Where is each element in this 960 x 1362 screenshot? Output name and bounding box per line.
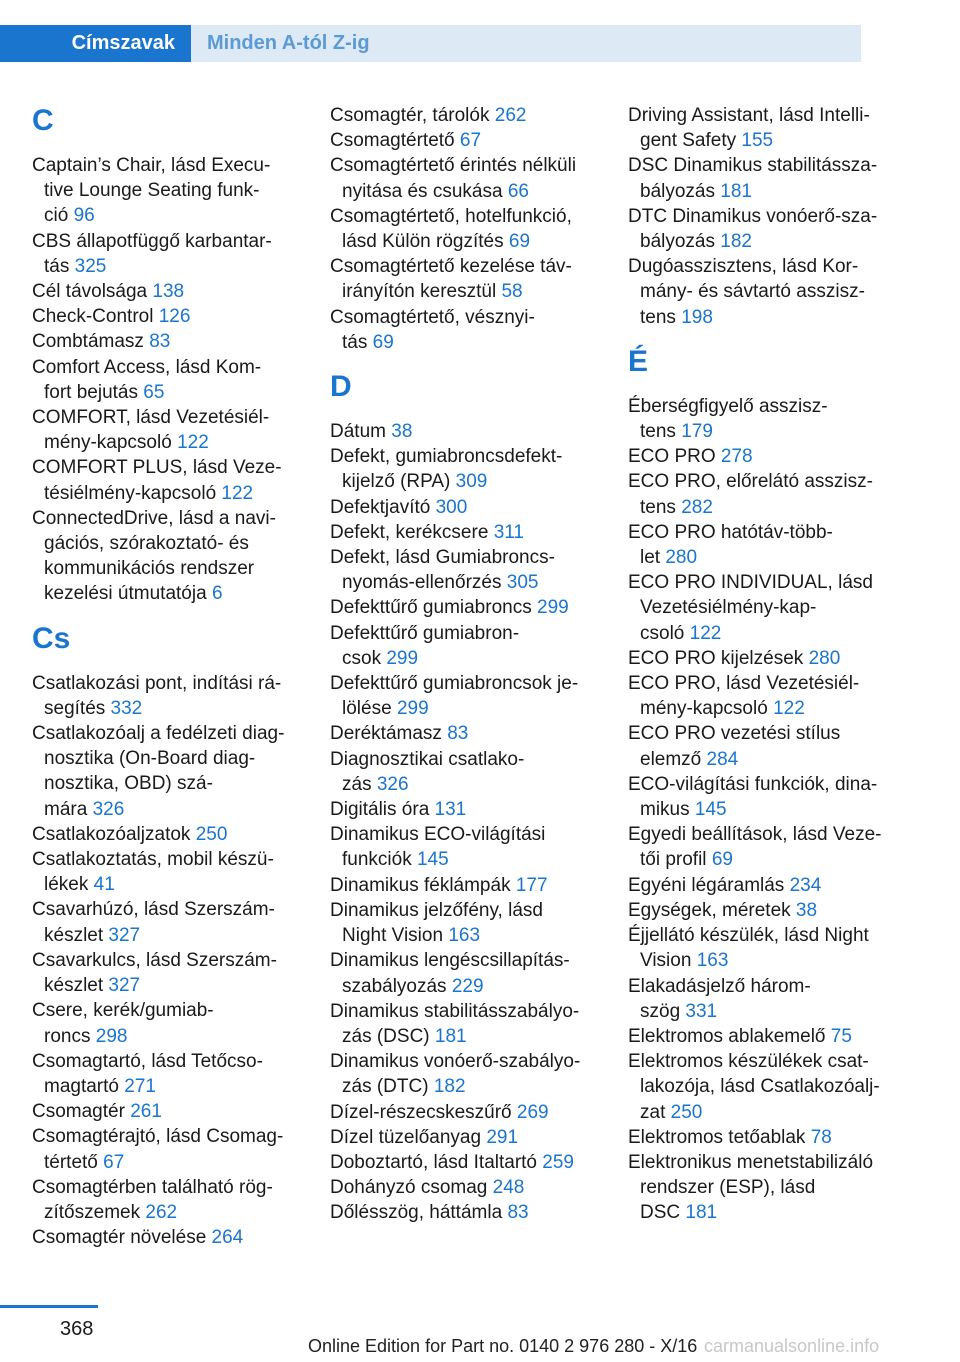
entry-text: Night Vision [342, 925, 444, 947]
entry-text: csok [342, 647, 382, 669]
index-entry [628, 469, 898, 519]
entry-text: Dinamikus ECO-világítási [330, 824, 546, 846]
watermark-text: carmanualsonline.info [704, 1336, 880, 1356]
entry-text: funkciók [342, 849, 412, 871]
index-entry [330, 1200, 600, 1225]
entry-text: Csatlakozóaljzatok [32, 823, 191, 845]
entry-text: COMFORT, lásd Vezetésiél- [32, 407, 270, 429]
entry-text: Csatlakoztatás, mobil készü- [32, 849, 274, 871]
entry-text: Dátum [330, 421, 386, 443]
page-link[interactable]: 122 [177, 432, 209, 454]
index-entry [330, 1150, 600, 1175]
entry-text: Csomagtérajtó, lásd Csomag- [32, 1126, 284, 1148]
index-entry [628, 103, 898, 153]
entry-text: Csatlakozóalj a fedélzeti diag- [32, 723, 285, 745]
page-link[interactable]: 309 [455, 471, 488, 493]
page-link[interactable]: 332 [110, 697, 143, 719]
entry-text: lásd Külön rögzítés [342, 231, 504, 253]
page-link[interactable]: 83 [149, 331, 171, 353]
page-link[interactable]: 300 [435, 496, 468, 518]
index-entry [330, 898, 600, 948]
entry-text: zat [640, 1101, 666, 1123]
footer-rule [0, 1305, 98, 1308]
page-number: 368 [60, 1318, 94, 1340]
entry-text: Defekt, kerékcsere [330, 521, 489, 543]
entry-text: nyitása és csukása [342, 180, 503, 202]
entry-text: szög [640, 1000, 681, 1022]
entry-text: nosztika (On-Board diag- [44, 748, 256, 770]
page-link[interactable]: 250 [670, 1101, 703, 1123]
entry-text: segítés [44, 697, 106, 719]
index-entry [32, 897, 302, 947]
page-link[interactable]: 182 [720, 231, 752, 253]
entry-text: Csomagtértető, vésznyi- [330, 306, 535, 328]
page-link[interactable]: 58 [501, 281, 523, 303]
section-heading: Cs [32, 621, 71, 655]
index-entry [330, 520, 600, 545]
entry-text: zás (DTC) [342, 1076, 429, 1098]
entry-text: Egyedi beállítások, lásd Veze- [628, 824, 882, 846]
entry-text: tás [44, 255, 70, 277]
entry-text: Dinamikus féklámpák [330, 874, 511, 896]
page-link[interactable]: 299 [396, 698, 429, 720]
index-column-2 [330, 103, 600, 1226]
page-link[interactable]: 38 [391, 421, 413, 443]
index-entry [628, 204, 898, 254]
entry-text: ció [44, 205, 69, 227]
entry-text: Dinamikus jelzőfény, lásd [330, 899, 543, 921]
entry-text: Éberségfigyelő asszisz- [628, 395, 828, 417]
page-link[interactable]: 155 [741, 130, 774, 152]
index-entry [330, 721, 600, 746]
index-entry [628, 1125, 898, 1150]
entry-text: zás (DSC) [342, 1025, 430, 1047]
index-entry [330, 495, 600, 520]
entry-text: Vision [640, 950, 692, 972]
index-entry [330, 153, 600, 203]
entry-text: Dőlésszög, háttámla [330, 1202, 503, 1224]
index-entry [330, 305, 600, 355]
page-link[interactable]: 96 [73, 205, 95, 227]
index-entry [628, 646, 898, 671]
entry-text: zítőszemek [44, 1201, 141, 1223]
entry-text: tens [640, 421, 676, 443]
entry-text: ECO PRO [628, 446, 716, 468]
page-link[interactable]: 234 [789, 874, 822, 896]
page-link[interactable]: 138 [152, 281, 185, 303]
index-entry [330, 103, 600, 128]
entry-text: Dinamikus lengéscsillapítás- [330, 950, 570, 972]
page-link[interactable]: 177 [515, 874, 548, 896]
page-link[interactable]: 122 [773, 698, 805, 720]
entry-text: Egyéni légáramlás [628, 874, 785, 896]
page-link[interactable]: 6 [211, 583, 223, 605]
entry-text: Éjjellátó készülék, lásd Night [628, 925, 869, 947]
entry-text: ECO PRO hatótáv-több- [628, 521, 833, 543]
entry-text: Deréktámasz [330, 723, 442, 745]
entry-text: Csomagtérben található rög- [32, 1176, 273, 1198]
entry-text: bályozás [640, 231, 715, 253]
entry-text: Elektromos tetőablak [628, 1126, 806, 1148]
index-entry [330, 1049, 600, 1099]
page-link[interactable]: 326 [92, 798, 125, 820]
page-link[interactable]: 75 [830, 1025, 852, 1047]
index-entry [32, 671, 302, 721]
entry-text: Csatlakozási pont, indítási rá- [32, 672, 282, 694]
index-entry [330, 444, 600, 494]
page-link[interactable]: 229 [451, 975, 484, 997]
entry-text: Csavarhúzó, lásd Szerszám- [32, 899, 275, 921]
page-link[interactable]: 262 [145, 1201, 178, 1223]
entry-text: DSC Dinamikus stabilitássza- [628, 155, 878, 177]
entry-text: lakozója, lásd Csatlakozóalj- [640, 1076, 880, 1098]
entry-text: Captain’s Chair, lásd Execu- [32, 155, 271, 176]
index-entry [330, 1175, 600, 1200]
page-link[interactable]: 284 [706, 748, 739, 770]
entry-text: Defekttűrő gumiabroncs [330, 597, 532, 619]
entry-text: Defekt, gumiabroncsdefekt- [330, 446, 563, 468]
entry-text: ECO PRO, lásd Vezetésiél- [628, 673, 860, 695]
index-entry [32, 329, 302, 354]
entry-text: Defektjavító [330, 496, 431, 518]
entry-text: Csomagtér, tárolók [330, 105, 490, 126]
page-link[interactable]: 262 [494, 105, 527, 126]
entry-text: ECO-világítási funkciók, dina- [628, 773, 878, 795]
page-link[interactable]: 278 [720, 446, 753, 468]
page-link[interactable]: 261 [130, 1101, 162, 1123]
page-link[interactable]: 41 [93, 874, 115, 896]
entry-text: Csomagtartó, lásd Tetőcso- [32, 1050, 263, 1072]
index-entry [628, 822, 898, 872]
index-entry [330, 671, 600, 721]
header-tabs [0, 25, 861, 62]
entry-text: zás [342, 773, 372, 795]
entry-text: roncs [44, 1025, 91, 1047]
entry-text: Combtámasz [32, 331, 144, 353]
entry-text: mára [44, 798, 88, 820]
entry-text: ECO PRO INDIVIDUAL, lásd [628, 572, 873, 594]
index-entry [330, 948, 600, 998]
index-column-3 [628, 103, 898, 1226]
index-entry [32, 1049, 302, 1099]
page-link[interactable]: 83 [507, 1202, 529, 1224]
page-link[interactable]: 298 [95, 1025, 128, 1047]
index-entry [330, 747, 600, 797]
entry-text: Dohányzó csomag [330, 1177, 488, 1199]
index-entry [628, 1150, 898, 1226]
index-entry [32, 1124, 302, 1174]
entry-text: let [640, 547, 661, 569]
entry-text: Csomagtér növelése [32, 1227, 207, 1249]
entry-text: lékek [44, 874, 89, 896]
index-entry [32, 405, 302, 455]
entry-text: Check-Control [32, 306, 154, 328]
page-link[interactable]: 131 [434, 799, 467, 821]
index-entry [330, 999, 600, 1049]
entry-text: tértető [44, 1151, 98, 1173]
page-link[interactable]: 299 [386, 647, 419, 669]
entry-text: Csomagtértető kezelése táv- [330, 256, 572, 278]
page-link[interactable]: 83 [447, 723, 469, 745]
entry-text: Dinamikus vonóerő-szabályo- [330, 1051, 581, 1073]
index-entry [628, 1049, 898, 1125]
entry-text: magtartó [44, 1075, 119, 1097]
page-link[interactable]: 78 [810, 1126, 832, 1148]
index-entry [628, 153, 898, 203]
index-entry [628, 873, 898, 898]
index-entry [32, 847, 302, 897]
page-link[interactable]: 250 [195, 823, 228, 845]
index-entry [628, 671, 898, 721]
entry-text: tás [342, 331, 368, 353]
edition-note: Online Edition for Part no. 0140 2 976 280 - X/16 [308, 1336, 698, 1356]
index-entry [330, 595, 600, 620]
index-entry [628, 394, 898, 444]
index-entry [330, 204, 600, 254]
index-entry [32, 822, 302, 847]
page-link[interactable]: 67 [103, 1151, 125, 1173]
index-entry [330, 1100, 600, 1125]
page-link[interactable]: 145 [416, 849, 449, 871]
entry-text: DSC [640, 1202, 681, 1224]
entry-text: Digitális óra [330, 799, 430, 821]
page-link[interactable]: 122 [689, 622, 722, 644]
index-entry [628, 923, 898, 973]
entry-text: Csomagtér [32, 1101, 125, 1123]
entry-text: Dugóasszisztens, lásd Kor- [628, 256, 859, 278]
page-link[interactable]: 163 [448, 925, 481, 947]
entry-text: rendszer (ESP), lásd [640, 1177, 816, 1199]
entry-text: gent Safety [640, 130, 737, 152]
page-link[interactable]: 269 [516, 1101, 549, 1123]
index-entry [330, 822, 600, 872]
page-link[interactable]: 126 [158, 306, 191, 328]
index-entry [330, 621, 600, 671]
index-entry [330, 419, 600, 444]
page-link[interactable]: 280 [665, 547, 698, 569]
page-link[interactable]: 327 [108, 975, 141, 997]
section-heading: C [32, 104, 54, 137]
entry-text: tens [640, 496, 676, 518]
index-entry [628, 974, 898, 1024]
entry-text: gációs, szórakoztató- és [44, 533, 249, 555]
entry-text: Egységek, méretek [628, 899, 791, 921]
entry-text: COMFORT PLUS, lásd Veze- [32, 457, 282, 479]
page-link[interactable]: 271 [124, 1075, 156, 1097]
index-entry [628, 1024, 898, 1049]
entry-text: nyomás-ellenőrzés [342, 572, 502, 594]
index-entry [628, 721, 898, 771]
entry-text: nosztika, OBD) szá- [44, 773, 213, 795]
entry-text: bályozás [640, 180, 715, 202]
page-link[interactable]: 69 [508, 231, 531, 253]
entry-text: csoló [640, 622, 685, 644]
entry-text: mány- és sávtartó asszisz- [640, 281, 865, 303]
page-link[interactable]: 248 [492, 1177, 525, 1199]
page-link[interactable]: 325 [74, 255, 107, 277]
entry-text: CBS állapotfüggő karbantar- [32, 230, 272, 252]
index-entry [628, 772, 898, 822]
entry-text: Dinamikus stabilitásszabályo- [330, 1000, 580, 1022]
entry-text: Elektromos készülékek csat- [628, 1051, 869, 1073]
entry-text: Vezetésiélmény-kap- [640, 597, 817, 619]
entry-text: készlet [44, 975, 104, 997]
page-link[interactable]: 182 [433, 1076, 466, 1098]
page-link[interactable]: 326 [376, 773, 409, 795]
page-link[interactable]: 305 [506, 572, 539, 594]
page-link[interactable]: 181 [434, 1025, 467, 1047]
index-entry [628, 570, 898, 646]
entry-text: elemző [640, 748, 702, 770]
index-entry [32, 304, 302, 329]
entry-text: Driving Assistant, lásd Intelli- [628, 105, 870, 126]
entry-text: kezelési útmutatója [44, 583, 207, 605]
index-entry [330, 1125, 600, 1150]
index-entry [32, 1175, 302, 1225]
page-link[interactable]: 163 [696, 950, 729, 972]
entry-text: kijelző (RPA) [342, 471, 451, 493]
page-link[interactable]: 280 [808, 647, 841, 669]
page-link[interactable]: 264 [211, 1227, 244, 1249]
entry-text: lölése [342, 698, 392, 720]
index-entry [32, 721, 302, 822]
index-entry [330, 128, 600, 153]
page-link[interactable]: 331 [685, 1000, 718, 1022]
index-entry [330, 873, 600, 898]
entry-text: fort bejutás [44, 381, 138, 403]
page-link[interactable]: 145 [694, 799, 727, 821]
entry-text: Dízel tüzelőanyag [330, 1126, 482, 1148]
entry-text: tésiélmény-kapcsoló [44, 482, 217, 504]
index-column-1 [32, 103, 302, 1250]
page-link[interactable]: 311 [493, 521, 524, 543]
tab-cimszavak[interactable]: Címszavak [0, 25, 191, 62]
entry-text: szabályozás [342, 975, 447, 997]
entry-text: mény-kapcsoló [640, 698, 768, 720]
index-entry [32, 948, 302, 998]
entry-text: DTC Dinamikus vonóerő-sza- [628, 205, 878, 227]
index-entry [32, 1225, 302, 1250]
entry-text: Cél távolsága [32, 281, 148, 303]
page-link[interactable]: 179 [681, 421, 713, 443]
index-entry [628, 444, 898, 469]
entry-text: irányítón keresztül [342, 281, 497, 303]
page-link[interactable]: 66 [507, 180, 529, 202]
entry-text: mikus [640, 799, 690, 821]
page-link[interactable]: 69 [372, 331, 394, 353]
section-heading: É [628, 344, 649, 378]
index-entry [628, 898, 898, 923]
tab-minden-a-tol-z-ig[interactable]: Minden A-tól Z-ig [191, 25, 861, 62]
index-entry [330, 797, 600, 822]
index-entry [330, 545, 600, 595]
entry-text: Csavarkulcs, lásd Szerszám- [32, 949, 277, 971]
page-link[interactable]: 38 [795, 899, 818, 921]
entry-text: Elakadásjelző három- [628, 975, 811, 997]
page-link[interactable]: 282 [681, 496, 713, 518]
entry-text: ECO PRO kijelzések [628, 647, 804, 669]
index-entry [32, 506, 302, 607]
entry-text: ConnectedDrive, lásd a navi- [32, 507, 276, 529]
entry-text: tive Lounge Seating funk- [44, 180, 260, 202]
entry-text: ECO PRO, előrelátó asszisz- [628, 471, 873, 493]
entry-text: Dízel-részecskeszűrő [330, 1101, 512, 1123]
page-link[interactable]: 122 [221, 482, 254, 504]
entry-text: Elektronikus menetstabilizáló [628, 1151, 874, 1173]
entry-text: tens [640, 306, 676, 328]
page-link[interactable]: 65 [143, 381, 165, 403]
page-link[interactable]: 69 [711, 849, 733, 871]
entry-text: kommunikációs rendszer [44, 558, 255, 580]
entry-text: Defekttűrő gumiabroncsok je- [330, 673, 579, 695]
entry-text: Defekttűrő gumiabron- [330, 622, 520, 644]
index-entry [32, 355, 302, 405]
entry-text: Csomagtértető érintés nélküli [330, 155, 577, 177]
entry-text: Elektromos ablakemelő [628, 1025, 826, 1047]
index-entry [628, 520, 898, 570]
index-entry [32, 998, 302, 1048]
entry-text: Csomagtértető [330, 130, 455, 152]
entry-text: Comfort Access, lásd Kom- [32, 356, 262, 378]
entry-text: Doboztartó, lásd Italtartó [330, 1151, 537, 1173]
page-link[interactable]: 198 [681, 306, 713, 328]
entry-text: Csere, kerék/gumiab- [32, 1000, 214, 1022]
entry-text: Diagnosztikai csatlako- [330, 748, 525, 770]
entry-text: mény-kapcsoló [44, 432, 172, 454]
page-link[interactable]: 181 [685, 1202, 718, 1224]
page-link[interactable]: 259 [542, 1151, 574, 1173]
index-entry [32, 229, 302, 279]
index-entry [32, 153, 302, 229]
page-link[interactable]: 67 [459, 130, 482, 152]
index-entry [32, 279, 302, 304]
entry-text: tői profil [640, 849, 707, 871]
page-link[interactable]: 327 [108, 924, 141, 946]
index-entry [330, 254, 600, 304]
index-entry [32, 1099, 302, 1124]
index-entry [628, 254, 898, 330]
entry-text: ECO PRO vezetési stílus [628, 723, 841, 745]
page-link[interactable]: 299 [537, 597, 569, 619]
page-link[interactable]: 291 [486, 1126, 519, 1148]
entry-text: készlet [44, 924, 104, 946]
page-link[interactable]: 181 [720, 180, 752, 202]
section-heading: D [330, 370, 352, 404]
entry-text: Defekt, lásd Gumiabroncs- [330, 547, 555, 569]
entry-text: Csomagtértető, hotelfunkció, [330, 205, 572, 227]
index-entry [32, 455, 302, 505]
